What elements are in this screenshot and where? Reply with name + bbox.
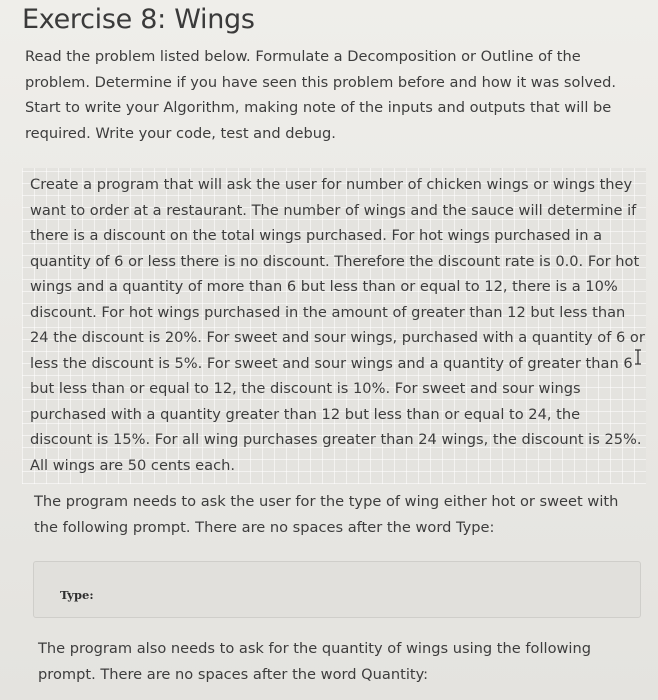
text-cursor-icon: [634, 349, 642, 365]
type-prompt-example: Type:: [60, 588, 94, 602]
intro-paragraph: Read the problem listed below. Formulate a Decomposition or Outline of the problem. Determine if you have seen this problem before and how it was solved. Start to write your Algorithm, making note of the inputs and outputs that will be required. Write your code, test and debug.: [25, 48, 617, 142]
type-prompt-instructions: The program needs to ask the user for the type of wing either hot or sweet with the following prompt. There are no spaces after the word Type:: [34, 493, 619, 536]
type-prompt-example-box: [33, 561, 641, 618]
problem-statement: Create a program that will ask the user for number of chicken wings or wings they want to order at a restaurant. The number of wings and the sauce will determine if there is a discount on the total wings purchased. For hot wings purchased in a quantity of 6 or less there is no discount. Therefore the discount rate is 0.0. For hot wings and a quantity of more than 6 but less than or equal to 12, there is a 10% discount. For hot wings purchased in the amount of greater than 12 but less than 24 the discount is 20%. For sweet and sour wings, purchased with a quantity of 6 or less the discount is 5%. For sweet and sour wings and a quantity of greater than 6 but less than or equal to 12, the discount is 10%. For sweet and sour wings purchased with a quantity greater than 12 but less than or equal to 24, the discount is 15%. For all wing purchases greater than 24 wings, the discount is 25%. All wings are 50 cents each.: [22, 168, 646, 484]
quantity-prompt-instructions: The program also needs to ask for the quantity of wings using the following prompt. There are no spaces after the word Quantity:: [38, 640, 592, 683]
page-title: Exercise 8: Wings: [22, 4, 255, 35]
